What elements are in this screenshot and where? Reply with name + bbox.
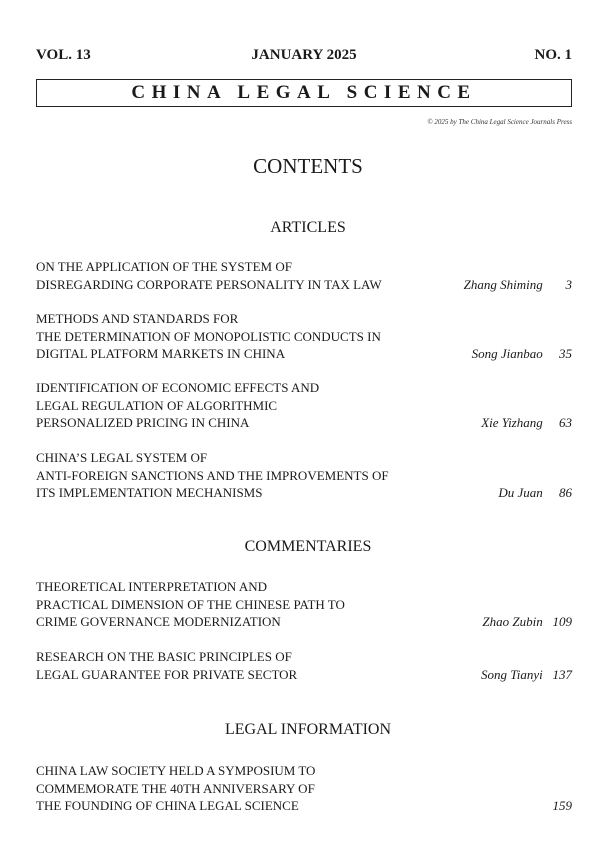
entry-author: Song Jianbao (471, 346, 543, 361)
volume-label: VOL. 13 (36, 47, 91, 63)
entry-title-line: PRACTICAL DIMENSION OF THE CHINESE PATH TO (36, 596, 345, 612)
entry-title-line: ITS IMPLEMENTATION MECHANISMS (36, 485, 263, 500)
entry-page-number: 109 (552, 614, 572, 629)
entry-title (36, 578, 441, 631)
entry-title-line: CHINA’S LEGAL SYSTEM OF (36, 450, 208, 465)
section-title-legal-information: LEGAL INFORMATION (224, 721, 392, 738)
copyright-notice: © 2025 by The China Legal Science Journals Press (427, 118, 572, 126)
toc-entry[interactable] (36, 578, 572, 631)
entry-title (36, 379, 441, 432)
entry-title-line: ON THE APPLICATION OF THE SYSTEM OF (36, 259, 292, 274)
entry-author: Zhang Shiming (463, 276, 543, 292)
entry-title-line: PERSONALIZED PRICING IN CHINA (36, 415, 250, 430)
entry-title-line: LEGAL REGULATION OF ALGORITHMIC (36, 397, 278, 413)
entry-meta (482, 613, 572, 631)
entry-title-line: ANTI-FOREIGN SANCTIONS AND THE IMPROVEMENTS OF (36, 467, 389, 483)
entry-title (36, 449, 441, 502)
journal-title: CHINA LEGAL SCIENCE (36, 79, 572, 107)
entry-author: Song Tianyi (480, 666, 543, 682)
entry-page-number: 137 (552, 666, 572, 682)
entry-title-line: THEORETICAL INTERPRETATION AND (36, 579, 268, 594)
toc-entry[interactable] (36, 648, 572, 683)
entry-title-line: IDENTIFICATION OF ECONOMIC EFFECTS AND (36, 380, 320, 395)
toc-entry[interactable] (36, 762, 572, 815)
journal-header (36, 47, 572, 69)
entry-title-line: CRIME GOVERNANCE MODERNIZATION (36, 614, 281, 629)
contents-title: CONTENTS (253, 154, 363, 178)
entry-page-number: 159 (552, 798, 572, 813)
entry-title (36, 258, 441, 293)
entry-title-line: THE DETERMINATION OF MONOPOLISTIC CONDUCTS IN (36, 328, 381, 344)
issue-number: NO. 1 (534, 47, 572, 63)
toc-entry[interactable] (36, 310, 572, 363)
entry-title-line: LEGAL GUARANTEE FOR PRIVATE SECTOR (36, 666, 298, 682)
entry-page-number: 86 (559, 485, 572, 500)
entry-author: Zhao Zubin (482, 614, 543, 629)
entry-author: Xie Yizhang (481, 415, 543, 430)
entry-title-line: DIGITAL PLATFORM MARKETS IN CHINA (36, 346, 286, 361)
toc-entry[interactable] (36, 379, 572, 432)
entry-title-line: DISREGARDING CORPORATE PERSONALITY IN TAX LAW (36, 276, 382, 292)
entry-meta (472, 345, 572, 363)
entry-title-line: THE FOUNDING OF CHINA LEGAL SCIENCE (36, 798, 299, 813)
entry-title (36, 310, 441, 363)
entry-meta (481, 414, 572, 432)
entry-meta (464, 276, 572, 294)
section-title-commentaries: COMMENTARIES (244, 538, 372, 555)
section-title-articles: ARTICLES (270, 219, 346, 236)
entry-title-line: METHODS AND STANDARDS FOR (36, 311, 239, 326)
entry-meta (498, 484, 572, 502)
entry-page-number: 63 (559, 415, 572, 430)
entry-title-line: COMMEMORATE THE 40TH ANNIVERSARY OF (36, 780, 315, 796)
toc-entry[interactable] (36, 258, 572, 293)
issue-date: JANUARY 2025 (251, 47, 357, 63)
entry-title-line: CHINA LAW SOCIETY HELD A SYMPOSIUM TO (36, 763, 316, 778)
entry-page-number: 3 (565, 276, 572, 292)
entry-title (36, 762, 441, 815)
entry-meta (481, 666, 572, 684)
toc-entry[interactable] (36, 449, 572, 502)
entry-author: Du Juan (498, 485, 543, 500)
entry-title-line: RESEARCH ON THE BASIC PRINCIPLES OF (36, 649, 292, 664)
entry-title (36, 648, 441, 683)
entry-page-number: 35 (559, 346, 572, 361)
entry-meta (543, 797, 572, 815)
